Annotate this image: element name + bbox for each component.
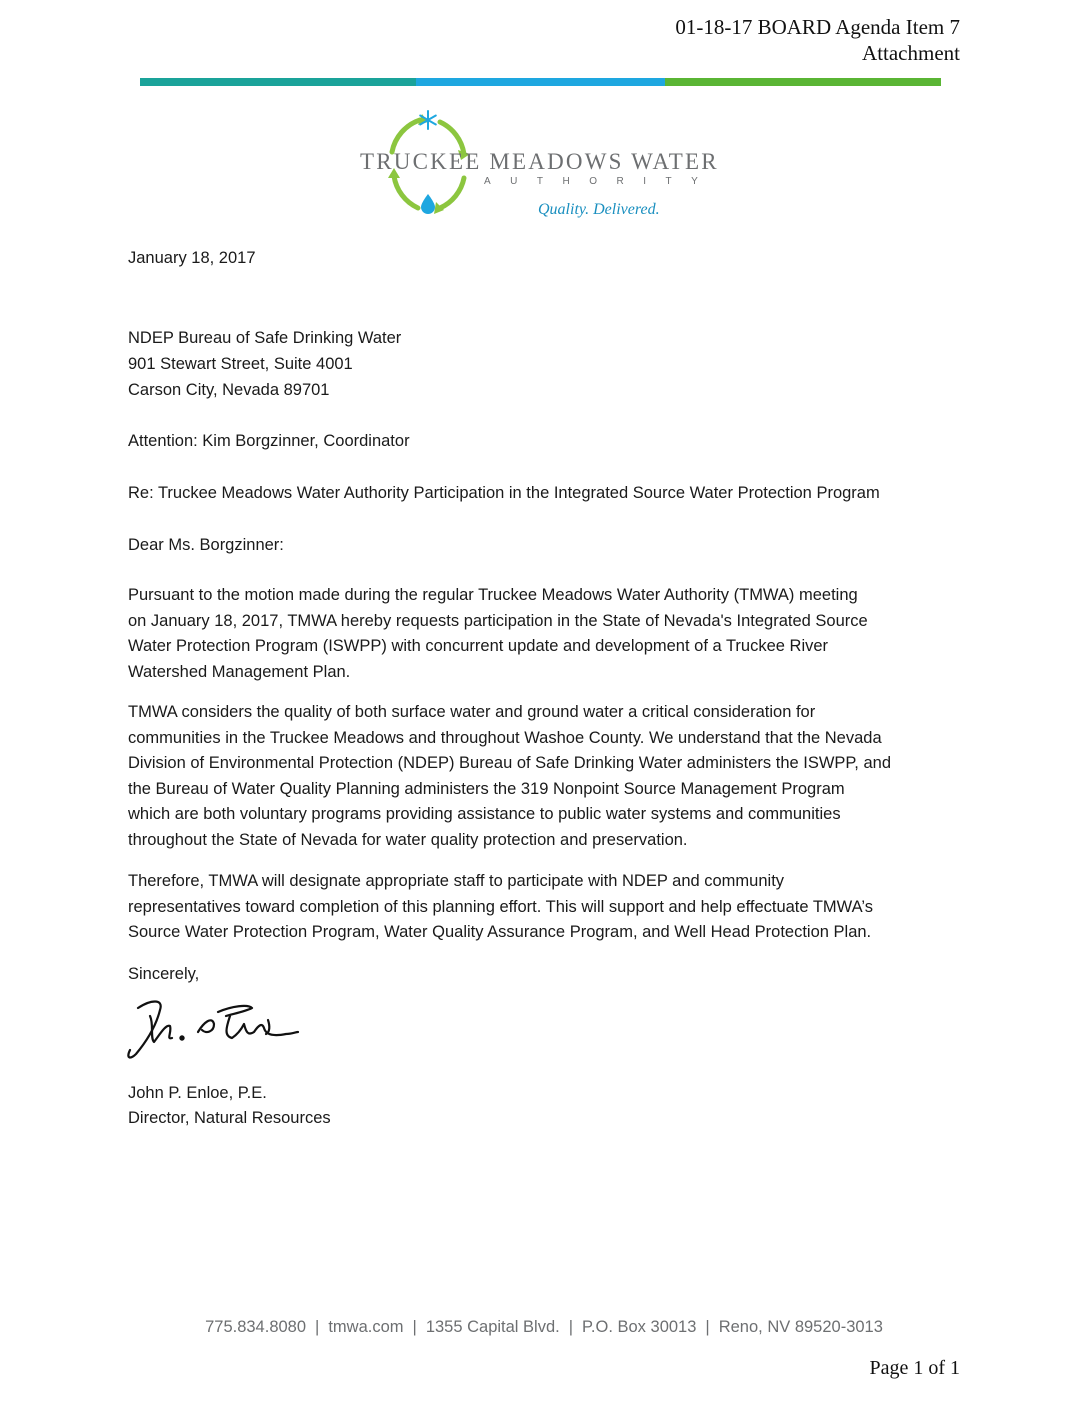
footer-separator: |: [568, 1318, 574, 1336]
paragraph-line: on January 18, 2017, TMWA hereby requests participation in the State of Nevada's Integrated Source: [128, 611, 868, 630]
water-drop-icon: [421, 194, 435, 214]
footer-city: Reno, NV 89520-3013: [718, 1318, 883, 1336]
logo-subtitle: AUTHORITY: [484, 176, 718, 187]
address-line: NDEP Bureau of Safe Drinking Water: [128, 329, 402, 347]
logo-name: TRUCKEE MEADOWS WATER: [360, 149, 719, 174]
address-line: Carson City, Nevada 89701: [128, 381, 330, 399]
footer-pobox: P.O. Box 30013: [582, 1318, 697, 1336]
paragraph-line: the Bureau of Water Quality Planning administers the 319 Nonpoint Source Management Program: [128, 779, 845, 798]
signer-name: John P. Enloe, P.E.: [128, 1084, 267, 1102]
body-paragraph: [128, 700, 960, 853]
paragraph-line: throughout the State of Nevada for water quality protection and preservation.: [128, 830, 688, 849]
logo-tagline: Quality. Delivered.: [538, 201, 660, 218]
attachment-label: Attachment: [862, 41, 960, 65]
body-paragraph: [128, 869, 960, 946]
snowflake-icon: [418, 110, 438, 130]
footer-website[interactable]: tmwa.com: [328, 1318, 404, 1336]
paragraph-line: communities in the Truckee Meadows and throughout Washoe County. We understand that the Nevada: [128, 728, 882, 747]
agenda-item-label: 01-18-17 BOARD Agenda Item 7: [675, 15, 960, 39]
paragraph-line: Water Protection Program (ISWPP) with concurrent update and development of a Truckee River: [128, 637, 829, 655]
paragraph-line: which are both voluntary programs providing assistance to public water systems and communities: [128, 805, 841, 823]
footer-street: 1355 Capital Blvd.: [425, 1318, 560, 1336]
footer-separator: |: [412, 1318, 417, 1336]
paragraph-line: Source Water Protection Program, Water Quality Assurance Program, and Well Head Protection Plan.: [128, 923, 872, 941]
subject-line: Re: Truckee Meadows Water Authority Participation in the Integrated Source Water Protection Program: [128, 484, 880, 502]
recipient-address: [128, 326, 401, 402]
body-paragraph: [128, 583, 960, 685]
address-line: 901 Stewart Street, Suite 4001: [128, 355, 353, 373]
header-bar-teal: [140, 78, 416, 86]
footer-phone: 775.834.8080: [205, 1318, 307, 1336]
paragraph-line: TMWA considers the quality of both surface water and ground water a critical consideration for: [128, 703, 816, 721]
contact-footer: [0, 1318, 1088, 1337]
attention-line: Attention: Kim Borgzinner, Coordinator: [128, 432, 410, 450]
paragraph-line: Watershed Management Plan.: [128, 662, 351, 681]
paragraph-line: representatives toward completion of this planning effort. This will support and help effectuate TMWA’s: [128, 897, 874, 916]
page-number: Page 1 of 1: [869, 1357, 960, 1379]
footer-separator: |: [315, 1318, 320, 1336]
closing: Sincerely,: [128, 965, 200, 983]
signature-image: [120, 994, 310, 1066]
header-bar-blue: [416, 78, 665, 86]
signer-title: Director, Natural Resources: [128, 1109, 331, 1127]
paragraph-line: Therefore, TMWA will designate appropriate staff to participate with NDEP and community: [128, 872, 785, 890]
letter-date: January 18, 2017: [128, 249, 256, 267]
salutation: Dear Ms. Borgzinner:: [128, 536, 284, 554]
header-bar-green: [665, 78, 941, 86]
footer-separator: |: [705, 1318, 710, 1336]
paragraph-line: Division of Environmental Protection (NDEP) Bureau of Safe Drinking Water administers the ISWPP, and: [128, 754, 891, 772]
paragraph-line: Pursuant to the motion made during the regular Truckee Meadows Water Authority (TMWA) meeting: [128, 586, 858, 604]
